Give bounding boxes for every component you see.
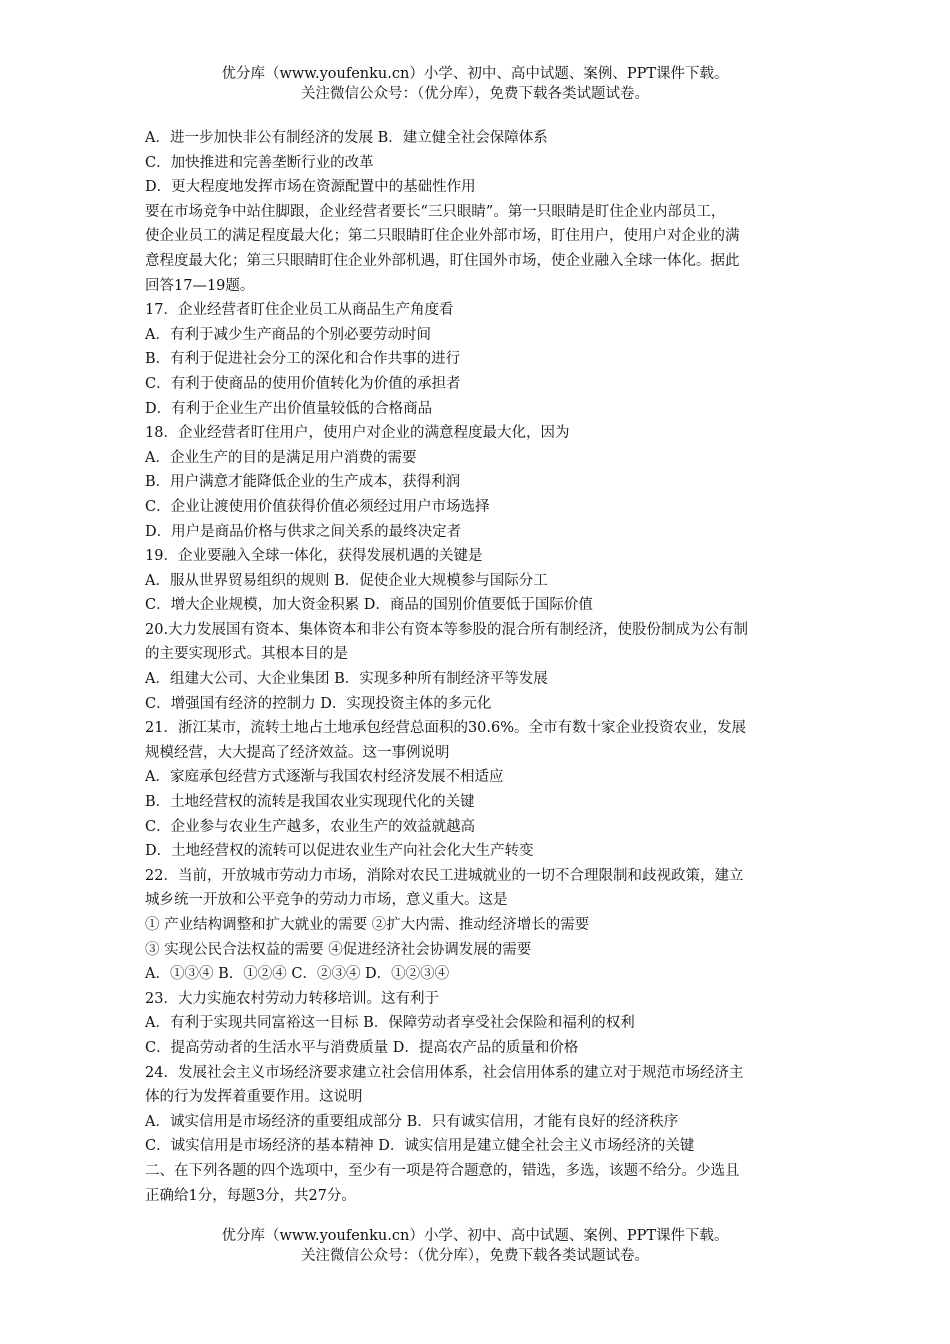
section-heading-cont: 正确给1分，每题3分，共27分。 [145,1187,356,1204]
footer-line-1: 优分库（www.youfenku.cn）小学、初中、高中试题、案例、PPT课件下载。 [221,1228,729,1244]
statement-line: ③ 实现公民合法权益的需要 ④促进经济社会协调发展的需要 [145,941,532,958]
option-line: A．组建大公司、大企业集团 B．实现多种所有制经济平等发展 [145,671,548,688]
option-line: C．诚实信用是市场经济的基本精神 D．诚实信用是建立健全社会主义市场经济的关键 [145,1138,695,1155]
option-line: A．服从世界贸易组织的规则 B．促使企业大规模参与国际分工 [145,572,548,589]
question-24-cont: 体的行为发挥着重要作用。这说明 [145,1089,363,1106]
option-line: C．增大企业规模，加大资金积累 D．商品的国别价值要低于国际价值 [145,597,593,614]
question-21: 21．浙江某市，流转土地占土地承包经营总面积的30.6%。全市有数十家企业投资农业，发展 [145,720,747,737]
option-line: A．有利于实现共同富裕这一目标 B．保障劳动者享受社会保险和福利的权利 [145,1015,635,1032]
option-line: A．家庭承包经营方式逐渐与我国农村经济发展不相适应 [145,769,504,786]
option-line: B．用户满意才能降低企业的生产成本，获得利润 [145,474,461,491]
passage-line: 意程度最大化；第三只眼睛盯住企业外部机遇，盯住国外市场，使企业融入全球一体化。据此 [145,252,740,269]
option-line: C．企业参与农业生产越多，农业生产的效益就越高 [145,818,476,835]
question-22-cont: 城乡统一开放和公平竞争的劳动力市场，意义重大。这是 [145,892,508,909]
option-line: C．增强国有经济的控制力 D．实现投资主体的多元化 [145,695,492,712]
question-20-cont: 的主要实现形式。其根本目的是 [145,646,348,663]
statement-line: ① 产业结构调整和扩大就业的需要 ②扩大内需、推动经济增长的需要 [145,917,590,933]
option-line: D．用户是商品价格与供求之间关系的最终决定者 [145,523,462,540]
header-line-1: 优分库（www.youfenku.cn）小学、初中、高中试题、案例、PPT课件下载。 [221,66,729,82]
passage-line: 使企业员工的满足程度最大化；第二只眼睛盯住企业外部市场，盯住用户，使用户对企业的满 [145,228,740,245]
page-footer [0,1226,950,1266]
option-line: B．土地经营权的流转是我国农业实现现代化的关键 [145,794,475,811]
passage-line: 要在市场竞争中站住脚跟，企业经营者要长“三只眼睛”。第一只眼睛是盯住企业内部员工， [145,203,726,220]
option-line: C．加快推进和完善垄断行业的改革 [145,154,374,171]
page-header [0,64,950,104]
option-line: A．进一步加快非公有制经济的发展 B．建立健全社会保障体系 [145,130,548,146]
question-18: 18．企业经营者盯住用户，使用户对企业的满意程度最大化，因为 [145,425,570,442]
option-line: A．①③④ B．①②④ C．②③④ D．①②③④ [145,966,450,983]
question-17: 17．企业经营者盯住企业员工从商品生产角度看 [145,302,454,319]
question-24: 24．发展社会主义市场经济要求建立社会信用体系，社会信用体系的建立对于规范市场经济主 [145,1064,744,1081]
option-line: A．诚实信用是市场经济的重要组成部分 B．只有诚实信用，才能有良好的经济秩序 [145,1113,679,1130]
footer-line-2: 关注微信公众号：（优分库），免费下载各类试题试卷。 [301,1248,649,1264]
option-line: A．企业生产的目的是满足用户消费的需要 [145,449,417,466]
document-body [145,126,809,1208]
section-heading: 二、在下列各题的四个选项中，至少有一项是符合题意的，错选，多选，该题不给分。少选且 [145,1162,740,1179]
option-line: D．有利于企业生产出价值量较低的合格商品 [145,400,433,417]
header-line-2: 关注微信公众号：（优分库），免费下载各类试题试卷。 [301,86,649,102]
option-line: A．有利于减少生产商品的个别必要劳动时间 [145,326,431,343]
option-line: C．有利于使商品的使用价值转化为价值的承担者 [145,375,461,392]
question-19: 19．企业要融入全球一体化，获得发展机遇的关键是 [145,548,483,565]
option-line: B．有利于促进社会分工的深化和合作共事的进行 [145,351,461,368]
question-22: 22．当前，开放城市劳动力市场，消除对农民工进城就业的一切不合理限制和歧视政策，建立 [145,867,744,884]
question-23: 23．大力实施农村劳动力转移培训。这有利于 [145,990,439,1007]
question-21-cont: 规模经营，大大提高了经济效益。这一事例说明 [145,744,450,761]
passage-line: 回答17—19题。 [145,277,255,294]
question-20: 20.大力发展国有资本、集体资本和非公有资本等参股的混合所有制经济，使股份制成为公有制 [145,621,749,638]
option-line: C．提高劳动者的生活水平与消费质量 D．提高农产品的质量和价格 [145,1039,579,1056]
option-line: D．更大程度地发挥市场在资源配置中的基础性作用 [145,179,476,196]
option-line: D．土地经营权的流转可以促进农业生产向社会化大生产转变 [145,843,534,860]
option-line: C．企业让渡使用价值获得价值必须经过用户市场选择 [145,498,490,515]
